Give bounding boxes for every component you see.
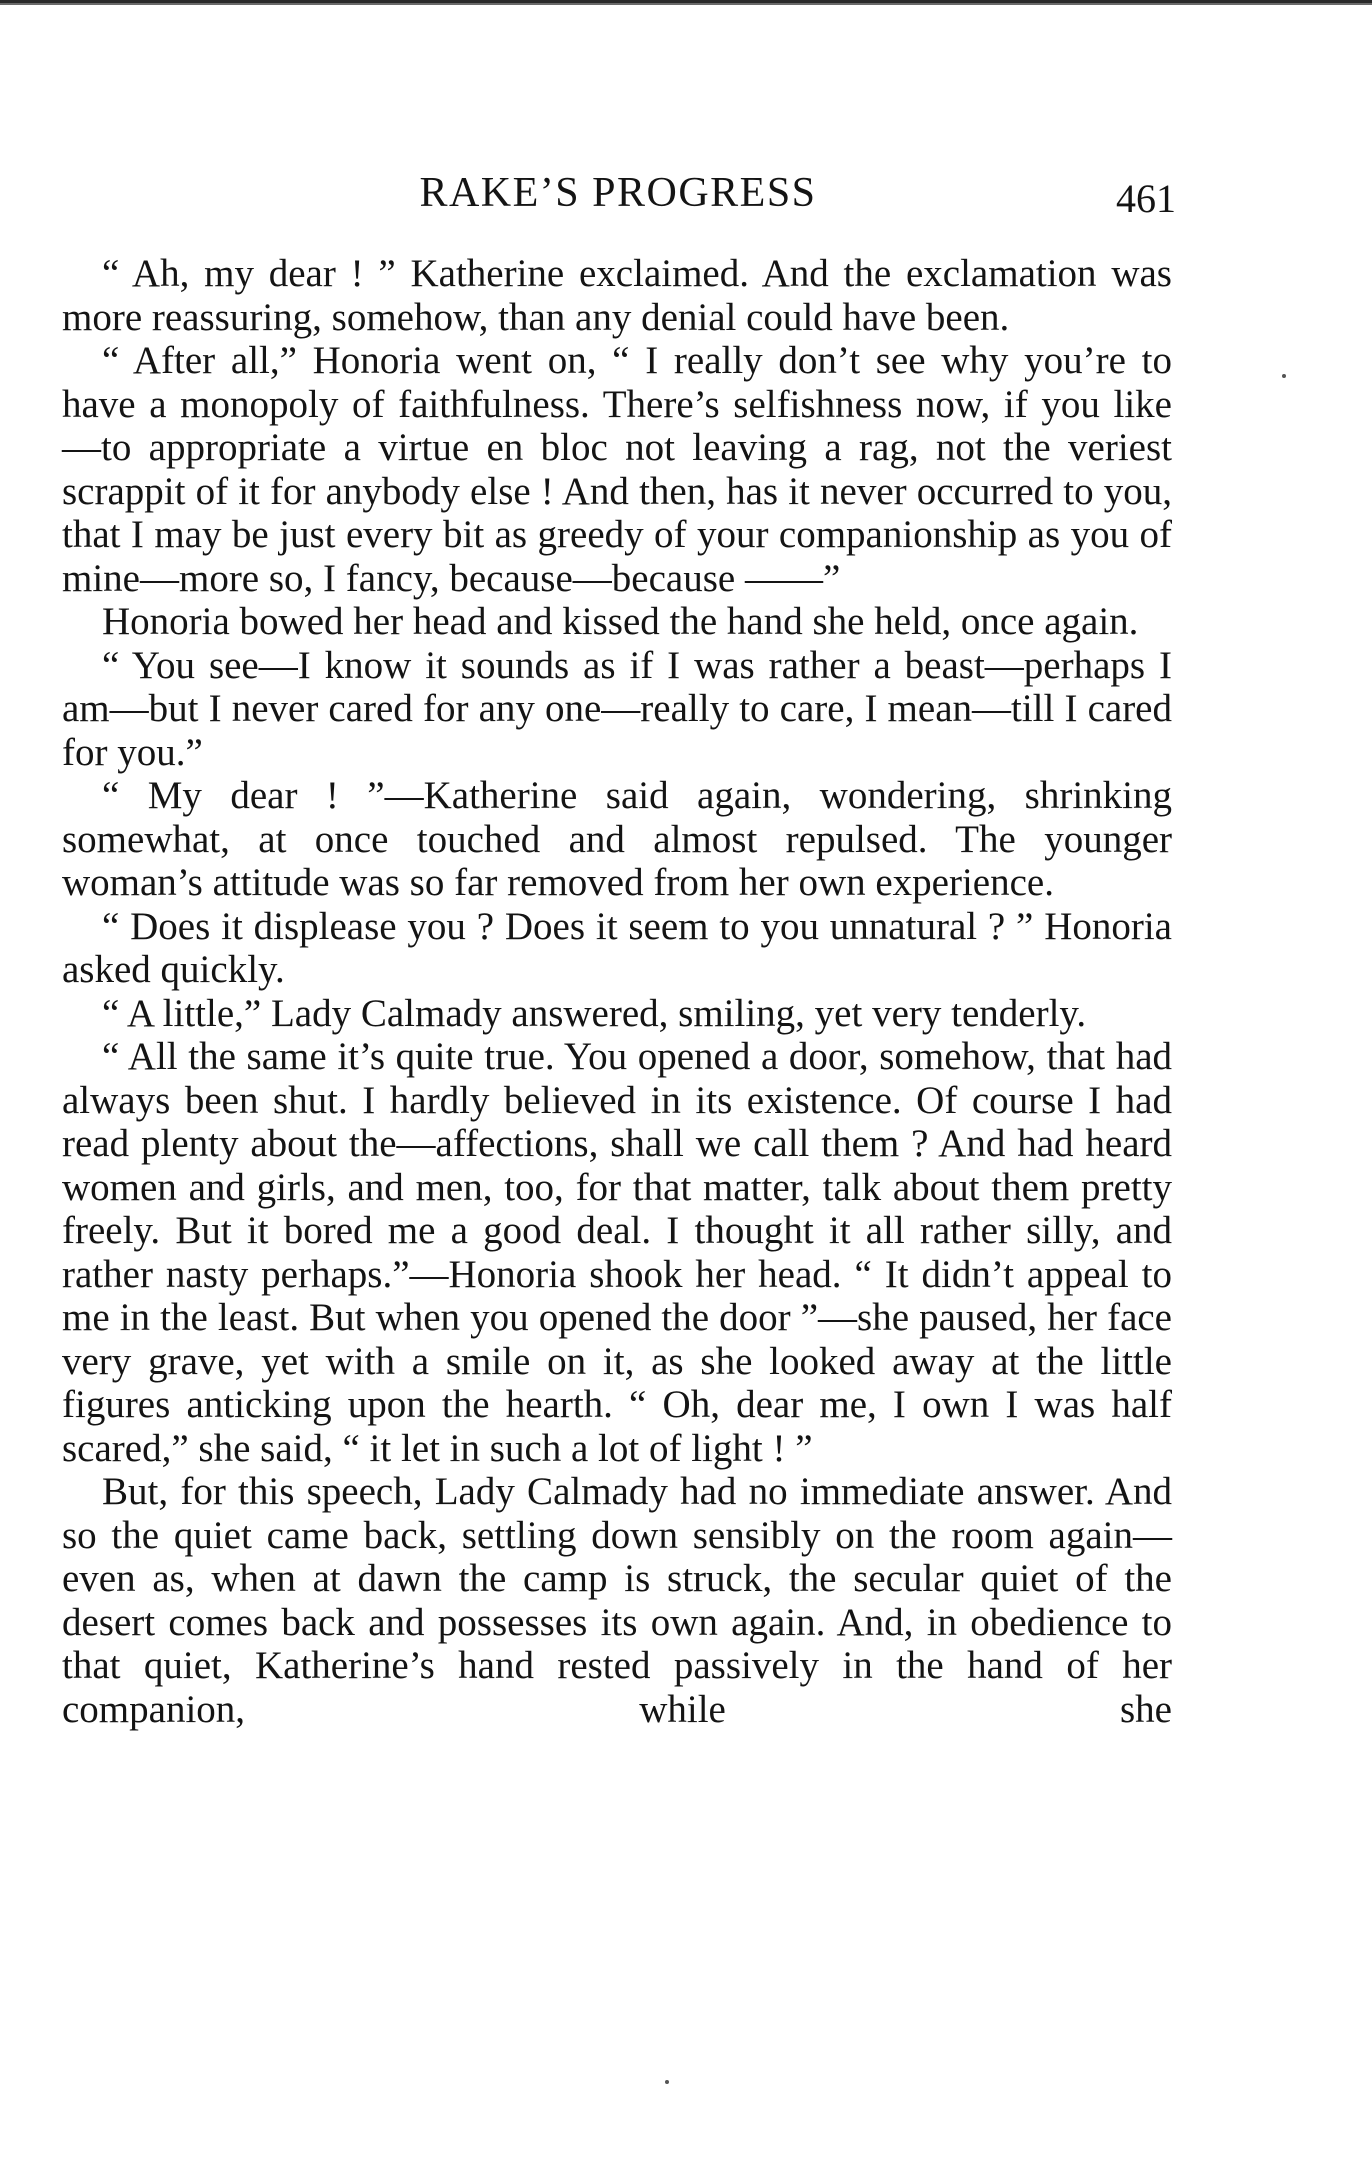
page-header [60, 160, 1176, 220]
page-number: 461 [1116, 176, 1176, 221]
paper-speck [1282, 374, 1286, 378]
paragraph: “ Does it displease you ? Does it seem to you unnatural ? ” Honoria asked quickly. [62, 904, 1172, 991]
paragraph: “ All the same it’s quite true. You opened a door, somehow, that had always been shut. I hardly believed in its existence. Of course I had read plenty about the—affections, shall we call them ? And had heard women and girls, and men, too, for that matter, talk about them pretty freely. But it bored me a good deal. I thought it all rather silly, and rather nasty perhaps.”—Honoria shook her head. “ It didn’t appeal to me in the least. But when you opened the door ”—she paused, her face very grave, yet with a smile on it, as she looked away at the little figures anticking upon the hearth. “ Oh, dear me, I own I was half scared,” she said, “ it let in such a lot of light ! ” [62, 1035, 1172, 1470]
page-top-edge [0, 0, 1372, 7]
paper-speck [665, 2080, 669, 2084]
paragraph: “ You see—I know it sounds as if I was rather a beast—perhaps I am—but I never cared for any one—really to care, I mean—till I cared for you.” [62, 643, 1172, 774]
paragraph: Honoria bowed her head and kissed the hand she held, once again. [102, 600, 1139, 643]
running-head: RAKE’S PROGRESS [419, 170, 817, 216]
paragraph: “ After all,” Honoria went on, “ I really don’t see why you’re to have a monopoly of faithfulness. There’s selfishness now, if you like—to appropriate a virtue en bloc not leaving a rag, not the veriest scrappit of it for anybody else ! And then, has it never occurred to you, that I may be just every bit as greedy of your companionship as you of mine—more so, I fancy, because—because ——” [62, 339, 1172, 600]
paragraph: But, for this speech, Lady Calmady had no immediate answer. And so the quiet came back, settling down sensibly on the room again—even as, when at dawn the camp is struck, the secular quiet of the desert comes back and possesses its own again. And, in obedience to that quiet, Katherine’s hand rested passively in the hand of her companion, while she [62, 1470, 1172, 1731]
paragraph: “ A little,” Lady Calmady answered, smiling, yet very tenderly. [102, 991, 1087, 1035]
body-text [62, 252, 1172, 1731]
paragraph: “ My dear ! ”—Katherine said again, wondering, shrinking somewhat, at once touched and almost repulsed. The younger woman’s attitude was so far removed from her own experience. [62, 774, 1172, 904]
paragraph: “ Ah, my dear ! ” Katherine exclaimed. And the exclamation was more reassuring, somehow, than any denial could have been. [62, 252, 1172, 339]
